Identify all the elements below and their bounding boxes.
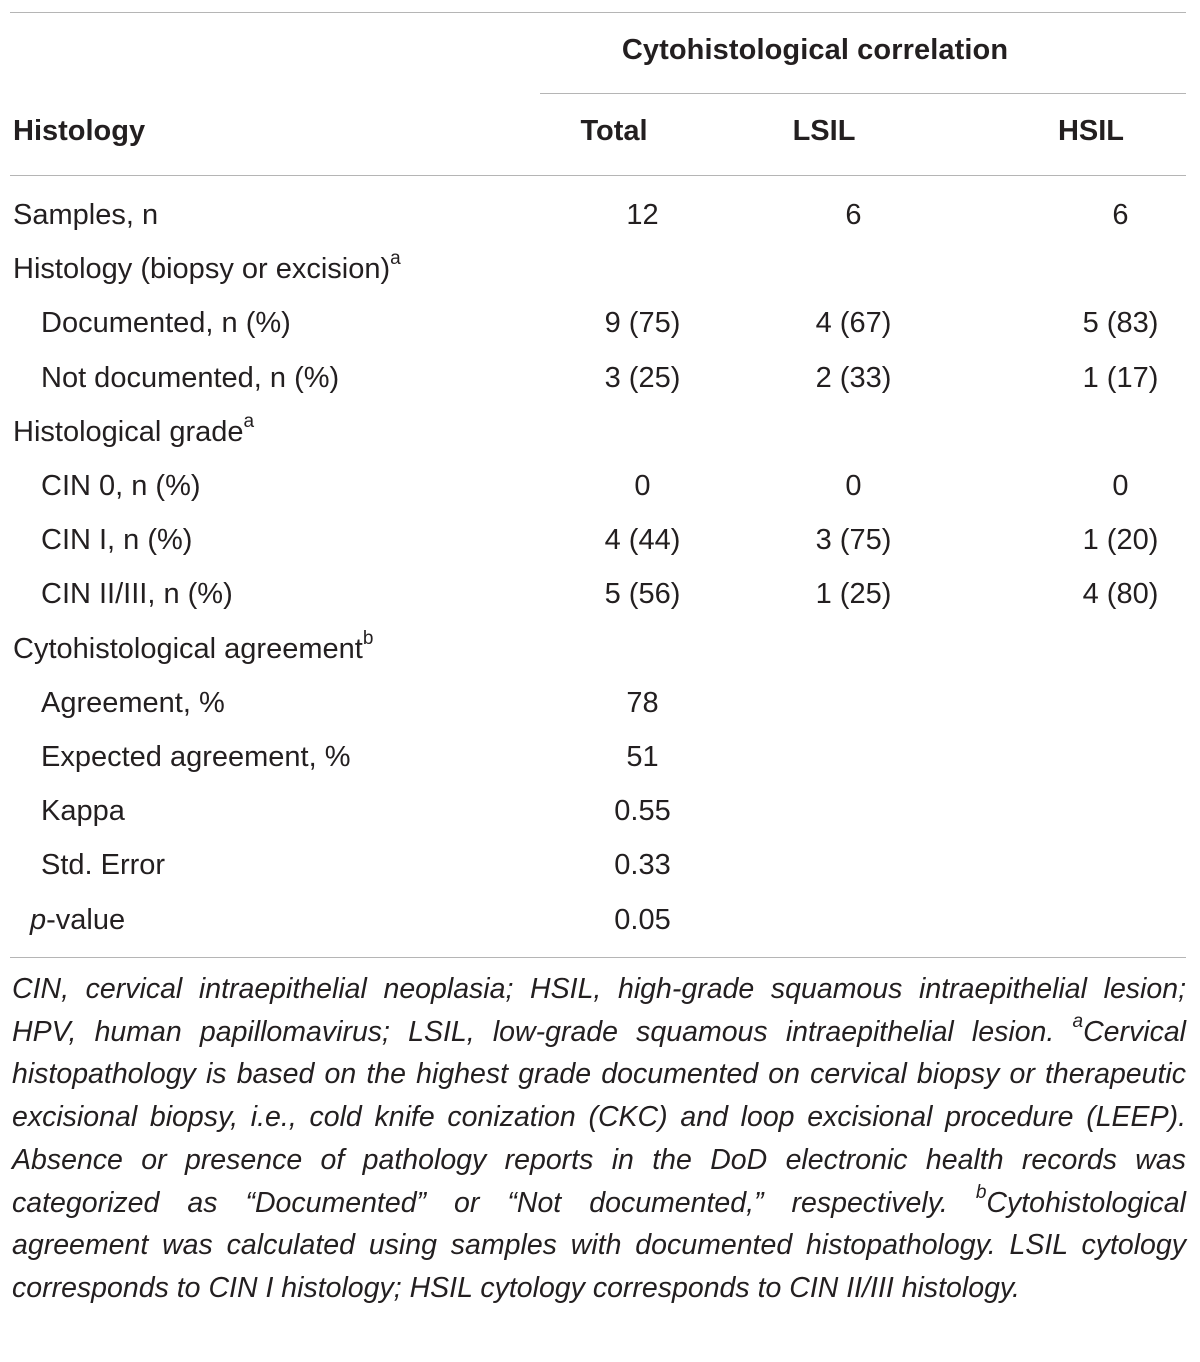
table-footnotes bbox=[12, 968, 1186, 1310]
table-row bbox=[10, 676, 1192, 730]
footnote-marker: a bbox=[390, 248, 401, 270]
row-label bbox=[10, 405, 571, 459]
cell-hsil bbox=[1049, 242, 1192, 296]
table-row bbox=[10, 405, 1192, 459]
cell-hsil: 0 bbox=[1112, 470, 1129, 503]
cell-total: 51 bbox=[626, 740, 659, 773]
data-table bbox=[10, 188, 1192, 947]
row-label bbox=[10, 188, 571, 242]
cell-total: 0.33 bbox=[614, 849, 671, 882]
row-label-text: Expected agreement, % bbox=[41, 740, 351, 773]
footnote-a: Cervical histopathology is based on the highest grade documented on cervical biopsy or therapeutic excisional biopsy, i.e., cold knife conization (CKC) and loop excisional procedure (LEEP). Absence or presence of pathology reports in the DoD electronic health records was categorized as “Documented” or “Not documented,” respectively. bbox=[12, 1015, 1186, 1219]
spacer-cell bbox=[714, 676, 782, 730]
spacer-cell bbox=[714, 892, 782, 946]
cell-hsil bbox=[1049, 784, 1192, 838]
group-header: Cytohistological correlation bbox=[621, 34, 1009, 66]
row-label bbox=[10, 730, 571, 784]
row-label-text: CIN I, n (%) bbox=[41, 524, 193, 557]
footnote-marker: b bbox=[362, 627, 374, 649]
row-label-text: Kappa bbox=[41, 795, 125, 828]
row-label-text: Histological grade bbox=[13, 415, 244, 448]
spacer-cell bbox=[714, 567, 782, 621]
top-rule bbox=[10, 12, 1186, 13]
table-row bbox=[10, 730, 1192, 784]
cell-hsil bbox=[1049, 676, 1192, 730]
cell-hsil: 6 bbox=[1112, 199, 1129, 232]
cell-total: 4 (44) bbox=[604, 524, 681, 557]
footnote-b: Cytohistological agreement was calculated using samples with documented histopathology. LSIL cytology corresponds to CIN I histology; HSIL cytology corresponds to CIN II/III histology. bbox=[12, 1186, 1186, 1304]
row-label-text: CIN 0, n (%) bbox=[41, 470, 201, 503]
row-label bbox=[10, 676, 571, 730]
row-label bbox=[10, 622, 571, 676]
bottom-rule bbox=[10, 957, 1186, 958]
row-label-italic: p bbox=[30, 903, 47, 936]
cell-total: 0.55 bbox=[614, 795, 671, 828]
table-row bbox=[10, 622, 1192, 676]
spacer-cell bbox=[925, 405, 1049, 459]
cell-lsil: 4 (67) bbox=[815, 307, 892, 340]
cell-lsil bbox=[782, 892, 925, 946]
row-label-text: Agreement, % bbox=[41, 686, 225, 719]
footnote-b-marker: b bbox=[975, 1181, 987, 1203]
row-label-text: -value bbox=[46, 903, 126, 936]
col-header-lsil: LSIL bbox=[792, 115, 856, 147]
spacer-cell bbox=[714, 838, 782, 892]
spacer-cell bbox=[925, 838, 1049, 892]
table-row bbox=[10, 892, 1192, 946]
cell-lsil: 2 (33) bbox=[815, 361, 892, 394]
spacer-cell bbox=[714, 459, 782, 513]
spacer-cell bbox=[714, 513, 782, 567]
cell-lsil: 3 (75) bbox=[815, 524, 892, 557]
row-label bbox=[10, 784, 571, 838]
col-header-histology: Histology bbox=[13, 115, 146, 147]
cell-hsil bbox=[1049, 838, 1192, 892]
footnote-a-marker: a bbox=[1072, 1010, 1084, 1032]
cell-lsil bbox=[782, 838, 925, 892]
spacer-cell bbox=[925, 784, 1049, 838]
spacer-cell bbox=[925, 513, 1049, 567]
cell-total: 12 bbox=[626, 199, 659, 232]
cell-total bbox=[571, 622, 714, 676]
row-label-text: Histology (biopsy or excision) bbox=[13, 253, 391, 286]
row-label-text: Documented, n (%) bbox=[41, 307, 291, 340]
cell-hsil: 1 (17) bbox=[1082, 361, 1159, 394]
cell-lsil bbox=[782, 622, 925, 676]
cell-lsil: 0 bbox=[845, 470, 862, 503]
row-label-text: Cytohistological agreement bbox=[13, 632, 363, 665]
spacer-cell bbox=[925, 567, 1049, 621]
cell-total: 0 bbox=[634, 470, 651, 503]
table-row bbox=[10, 784, 1192, 838]
row-label bbox=[10, 351, 571, 405]
cell-hsil bbox=[1049, 892, 1192, 946]
spacer-cell bbox=[925, 188, 1049, 242]
col-header-hsil: HSIL bbox=[1057, 115, 1125, 147]
spacer-cell bbox=[925, 676, 1049, 730]
table-row bbox=[10, 838, 1192, 892]
cell-lsil bbox=[782, 242, 925, 296]
col-header-total: Total bbox=[580, 115, 648, 147]
cell-hsil: 4 (80) bbox=[1082, 578, 1159, 611]
spacer-cell bbox=[714, 784, 782, 838]
spacer-cell bbox=[925, 242, 1049, 296]
table-row bbox=[10, 296, 1192, 350]
cell-total: 0.05 bbox=[614, 903, 671, 936]
footnote-marker: a bbox=[243, 410, 255, 432]
table-row bbox=[10, 242, 1192, 296]
spacer-cell bbox=[925, 351, 1049, 405]
cell-lsil bbox=[782, 784, 925, 838]
cell-hsil: 1 (20) bbox=[1082, 524, 1159, 557]
footnote-text bbox=[12, 968, 1186, 1310]
spacer-cell bbox=[925, 296, 1049, 350]
cell-hsil bbox=[1049, 622, 1192, 676]
row-label-text: Samples, n bbox=[13, 199, 159, 232]
spacer-cell bbox=[714, 730, 782, 784]
row-label bbox=[10, 296, 571, 350]
row-label bbox=[10, 567, 571, 621]
cell-lsil bbox=[782, 730, 925, 784]
spacer-cell bbox=[714, 242, 782, 296]
table-row bbox=[10, 351, 1192, 405]
cell-total: 78 bbox=[626, 686, 659, 719]
footnote-abbreviations: CIN, cervical intraepithelial neoplasia; HSIL, high-grade squamous intraepithelial lesion; HPV, human papillomavirus; LSIL, low-grade squamous intraepithelial lesion. bbox=[12, 973, 1186, 1048]
cell-total: 3 (25) bbox=[604, 361, 681, 394]
table-row bbox=[10, 513, 1192, 567]
cell-total: 5 (56) bbox=[604, 578, 681, 611]
spacer-cell bbox=[925, 892, 1049, 946]
row-label-text: CIN II/III, n (%) bbox=[41, 578, 233, 611]
row-label bbox=[10, 892, 571, 946]
cell-total: 9 (75) bbox=[604, 307, 681, 340]
spacer-cell bbox=[714, 622, 782, 676]
cell-hsil: 5 (83) bbox=[1082, 307, 1159, 340]
spacer-cell bbox=[925, 730, 1049, 784]
spacer-cell bbox=[714, 351, 782, 405]
header-rule bbox=[10, 175, 1186, 176]
table-row bbox=[10, 188, 1192, 242]
row-label bbox=[10, 513, 571, 567]
cell-total bbox=[571, 405, 714, 459]
group-rule bbox=[540, 93, 1186, 94]
row-label bbox=[10, 838, 571, 892]
cell-lsil bbox=[782, 676, 925, 730]
row-label-text: Not documented, n (%) bbox=[41, 361, 340, 394]
spacer-cell bbox=[714, 188, 782, 242]
cell-hsil bbox=[1049, 405, 1192, 459]
cell-lsil bbox=[782, 405, 925, 459]
table-row bbox=[10, 567, 1192, 621]
spacer-cell bbox=[925, 622, 1049, 676]
spacer-cell bbox=[714, 296, 782, 350]
spacer-cell bbox=[925, 459, 1049, 513]
table-row bbox=[10, 459, 1192, 513]
cell-lsil: 6 bbox=[845, 199, 862, 232]
row-label-text: Std. Error bbox=[41, 849, 166, 882]
spacer-cell bbox=[714, 405, 782, 459]
row-label bbox=[10, 242, 571, 296]
row-label bbox=[10, 459, 571, 513]
cell-hsil bbox=[1049, 730, 1192, 784]
cell-total bbox=[571, 242, 714, 296]
cell-lsil: 1 (25) bbox=[815, 578, 892, 611]
